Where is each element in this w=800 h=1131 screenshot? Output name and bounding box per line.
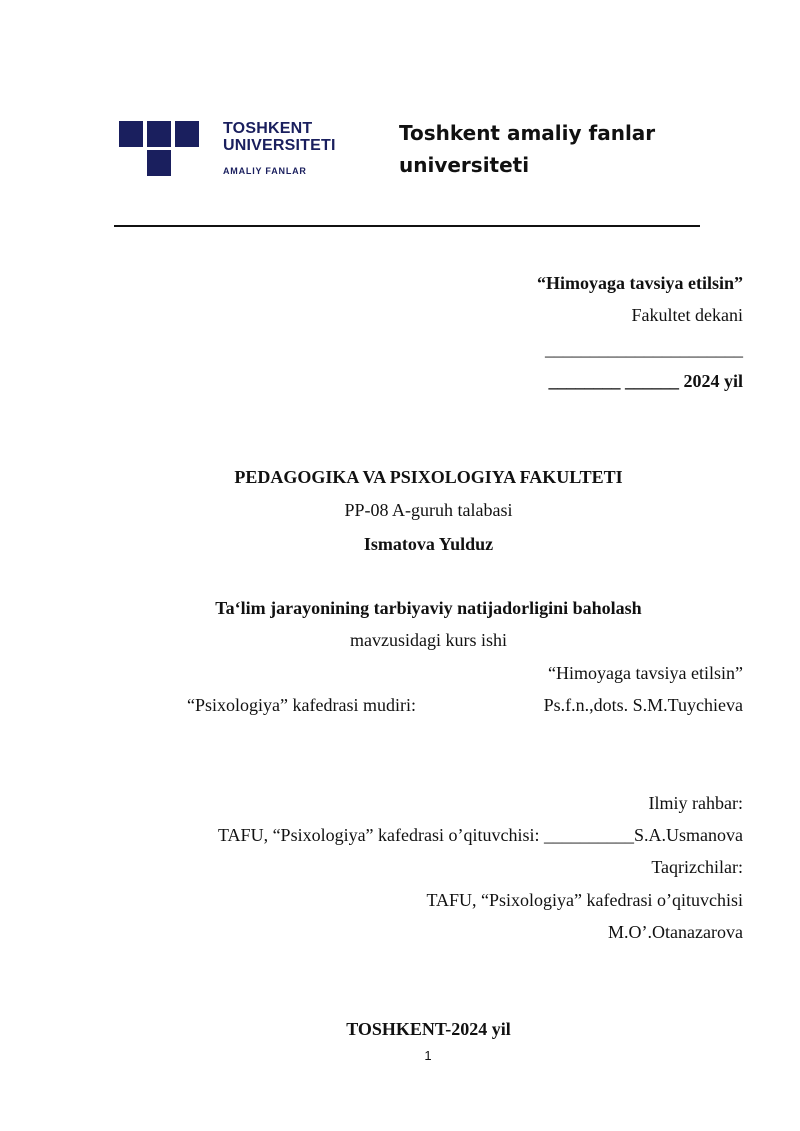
department-head-name: Ps.f.n.,dots. S.M.Tuychieva [543, 695, 743, 715]
reviewers-label: Taqrizchilar: [651, 857, 743, 877]
logo-square [175, 121, 199, 147]
logo-line-3: AMALIY FANLAR [223, 166, 307, 176]
advisor-label: Ilmiy rahbar: [648, 793, 743, 813]
reviewer-name: M.O’.Otanazarova [608, 922, 743, 942]
logo-line-2: UNIVERSITETI [223, 137, 336, 154]
topic-title: Ta‘lim jarayonining tarbiyaviy natijadorligini baholash [215, 598, 642, 618]
page-number: 1 [424, 1048, 432, 1063]
logo-square [147, 150, 171, 176]
department-recommend: “Himoyaga tavsiya etilsin” [548, 663, 743, 683]
faculty-title: PEDAGOGIKA VA PSIXOLOGIYA FAKULTETI [234, 467, 623, 487]
logo-square [147, 121, 171, 147]
city-year: TOSHKENT-2024 yil [346, 1019, 511, 1039]
advisor-line: TAFU, “Psixologiya” kafedrasi o’qituvchisi: __________S.A.Usmanova [218, 825, 743, 845]
department-head-label: “Psixologiya” kafedrasi mudiri: [187, 695, 416, 715]
approval-date-line: ________ ______ 2024 yil [548, 371, 743, 391]
approval-position: Fakultet dekani [631, 305, 743, 325]
logo-line-1: TOSHKENT [223, 120, 313, 137]
university-title: Toshkent amaliy fanlar universiteti [399, 121, 656, 177]
student-name: Ismatova Yulduz [363, 534, 494, 554]
approval-signature-line: ______________________ [545, 339, 743, 359]
logo-square [119, 121, 143, 147]
reviewer-position: TAFU, “Psixologiya” kafedrasi o’qituvchisi [426, 890, 743, 910]
topic-suffix: mavzusidagi kurs ishi [350, 630, 507, 650]
student-group: PP-08 A-guruh talabasi [344, 500, 513, 520]
approval-quote: “Himoyaga tavsiya etilsin” [537, 273, 743, 293]
header-divider [114, 225, 700, 227]
